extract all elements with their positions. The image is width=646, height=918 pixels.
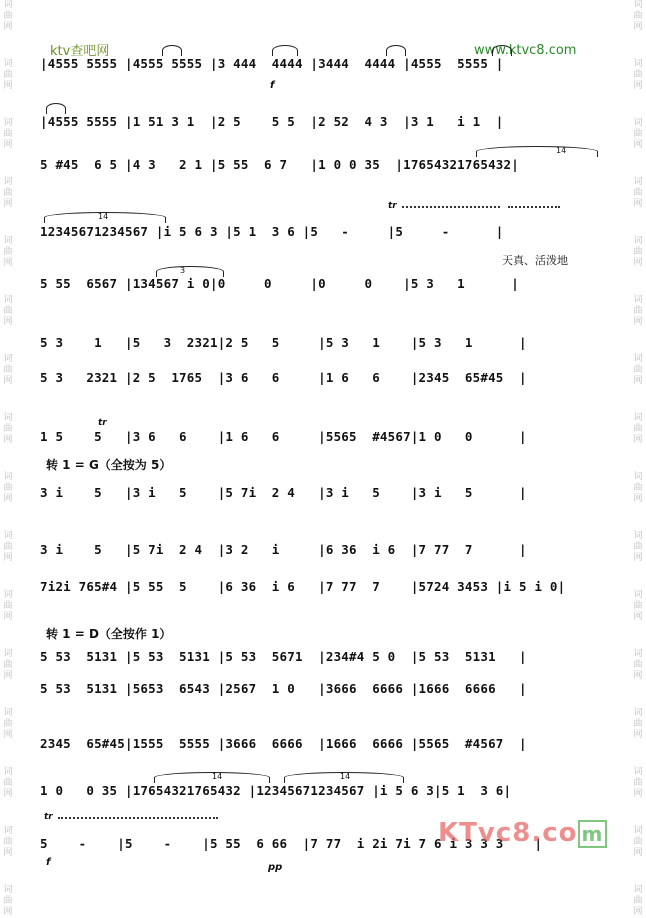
margin-glyph: 词 — [3, 649, 13, 659]
margin-glyph: 曲 — [3, 778, 13, 788]
margin-glyph: 词 — [3, 0, 13, 10]
margin-glyph: 词 — [3, 413, 13, 423]
notation-line: 3 i 5 |3 i 5 |5 7i 2 4 |3 i 5 |3 i 5 | — [40, 485, 527, 500]
margin-glyph: 词 — [633, 236, 643, 246]
left-margin-watermark — [1, 0, 15, 917]
notation-line: 7i2i 765#4 |5 55 5 |6 36 i 6 |7 77 7 |5724 3453 |i 5 i 0| — [40, 579, 566, 594]
margin-glyph: 词 — [633, 177, 643, 187]
trill-wave — [402, 206, 500, 211]
slur — [162, 45, 182, 56]
margin-glyph: 曲 — [633, 11, 643, 21]
margin-glyph: 曲 — [3, 306, 13, 316]
system-3 — [40, 151, 606, 191]
margin-glyph: 词 — [3, 531, 13, 541]
slur — [44, 212, 166, 223]
slur — [284, 772, 404, 783]
slur — [272, 45, 298, 56]
pianissimo-mark: pp — [268, 862, 283, 873]
notation-line: 5 3 2321 |2 5 1765 |3 6 6 |1 6 6 |2345 65#45 | — [40, 370, 527, 385]
margin-glyph: 曲 — [3, 70, 13, 80]
margin-glyph: 网 — [3, 730, 13, 740]
margin-glyph: 网 — [3, 435, 13, 445]
margin-glyph: 曲 — [633, 247, 643, 257]
margin-glyph: 网 — [3, 907, 13, 917]
margin-glyph: 词 — [3, 118, 13, 128]
system-10 — [40, 536, 606, 576]
margin-glyph: 曲 — [633, 129, 643, 139]
system-15 — [40, 777, 606, 817]
right-margin-watermark — [631, 0, 645, 917]
margin-glyph: 词 — [3, 177, 13, 187]
margin-glyph: 网 — [633, 789, 643, 799]
margin-glyph: 曲 — [633, 483, 643, 493]
notation-line: |4555 5555 |4555 5555 |3 444 4444 |3444 4444 |4555 5555 | — [40, 56, 504, 71]
system-14 — [40, 730, 606, 770]
margin-glyph: 曲 — [3, 542, 13, 552]
margin-glyph: 曲 — [633, 306, 643, 316]
margin-glyph: 网 — [633, 22, 643, 32]
system-7 — [40, 364, 606, 404]
system-9 — [40, 479, 606, 519]
notation-line: |4555 5555 |1 51 3 1 |2 5 5 5 |2 52 4 3 |3 1 i 1 | — [40, 114, 504, 129]
margin-glyph: 词 — [633, 826, 643, 836]
margin-glyph: 曲 — [633, 70, 643, 80]
slur — [476, 146, 598, 157]
forte-mark: f — [46, 857, 51, 868]
margin-glyph: 词 — [633, 885, 643, 895]
key-change-g: 转 1 = G（全按为 5） — [46, 458, 172, 472]
margin-glyph: 网 — [633, 907, 643, 917]
margin-glyph: 词 — [633, 0, 643, 10]
margin-glyph: 曲 — [633, 896, 643, 906]
margin-glyph: 曲 — [3, 365, 13, 375]
margin-glyph: 词 — [633, 413, 643, 423]
margin-glyph: 词 — [3, 767, 13, 777]
margin-glyph: 曲 — [633, 778, 643, 788]
margin-glyph: 网 — [3, 22, 13, 32]
margin-glyph: 曲 — [633, 837, 643, 847]
margin-glyph: 词 — [633, 118, 643, 128]
margin-glyph: 词 — [633, 295, 643, 305]
system-5 — [40, 270, 606, 310]
logo-text: KTvc8.co — [438, 818, 578, 848]
margin-glyph: 曲 — [3, 424, 13, 434]
slur — [46, 103, 66, 114]
margin-glyph: 曲 — [633, 601, 643, 611]
margin-glyph: 网 — [633, 258, 643, 268]
watermark-top-right: www.ktvc8.com — [474, 43, 577, 58]
notation-line: 5 53 5131 |5 53 5131 |5 53 5671 |234#4 5 0 |5 53 5131 | — [40, 649, 527, 664]
notation-line: 1 5 5 |3 6 6 |1 6 6 |5565 #4567|1 0 0 | — [40, 429, 527, 444]
trill-mark: tr — [388, 201, 397, 211]
watermark-top-left: ktv查吧网 — [50, 44, 110, 59]
margin-glyph: 词 — [633, 590, 643, 600]
notation-line: 5 #45 6 5 |4 3 2 1 |5 55 6 7 |1 0 0 35 |17654321765432| — [40, 157, 519, 172]
margin-glyph: 曲 — [3, 660, 13, 670]
margin-glyph: 网 — [3, 317, 13, 327]
margin-glyph: 网 — [3, 612, 13, 622]
margin-glyph: 词 — [633, 531, 643, 541]
notation-line: 5 - |5 - |5 55 6 66 |7 77 i 2i 7i 7 6 i 3 3 3 | — [40, 836, 543, 851]
margin-glyph: 网 — [633, 435, 643, 445]
notation-line: 5 3 1 |5 3 2321|2 5 5 |5 3 1 |5 3 1 | — [40, 335, 527, 350]
notation-line: 12345671234567 |i 5 6 3 |5 1 3 6 |5 - |5 - | — [40, 224, 504, 239]
margin-glyph: 曲 — [3, 837, 13, 847]
margin-glyph: 词 — [3, 708, 13, 718]
system-2 — [40, 108, 606, 148]
margin-glyph: 网 — [633, 199, 643, 209]
margin-glyph: 网 — [633, 317, 643, 327]
margin-glyph: 曲 — [633, 365, 643, 375]
margin-glyph: 曲 — [633, 424, 643, 434]
margin-glyph: 网 — [3, 789, 13, 799]
tuplet-number: 14 — [212, 772, 223, 781]
margin-glyph: 曲 — [3, 188, 13, 198]
system-1 — [40, 50, 606, 90]
tuplet-number: 14 — [98, 212, 109, 221]
margin-glyph: 曲 — [3, 896, 13, 906]
margin-glyph: 网 — [3, 258, 13, 268]
margin-glyph: 网 — [3, 671, 13, 681]
margin-glyph: 词 — [3, 59, 13, 69]
margin-glyph: 词 — [633, 767, 643, 777]
trill-mark: tr — [44, 812, 53, 822]
margin-glyph: 词 — [3, 354, 13, 364]
margin-glyph: 网 — [3, 494, 13, 504]
forte-mark: f — [270, 80, 275, 91]
system-6 — [40, 329, 606, 369]
notation-line: 2345 65#45|1555 5555 |3666 6666 |1666 6666 |5565 #4567 | — [40, 736, 527, 751]
key-change-d: 转 1 = D（全按作 1） — [46, 627, 172, 641]
margin-glyph: 词 — [3, 885, 13, 895]
slur — [156, 266, 224, 277]
slur — [492, 45, 512, 56]
margin-glyph: 网 — [3, 199, 13, 209]
margin-glyph: 曲 — [3, 247, 13, 257]
tuplet-number: 3 — [180, 266, 186, 275]
margin-glyph: 网 — [633, 671, 643, 681]
margin-glyph: 词 — [3, 472, 13, 482]
margin-glyph: 词 — [3, 236, 13, 246]
logo-box-icon: m — [578, 820, 608, 848]
watermark-logo — [438, 818, 607, 848]
margin-glyph: 网 — [633, 81, 643, 91]
margin-glyph: 曲 — [633, 719, 643, 729]
trill-wave — [508, 206, 560, 211]
margin-glyph: 曲 — [3, 601, 13, 611]
margin-glyph: 词 — [633, 649, 643, 659]
trill-mark: tr — [98, 418, 107, 428]
margin-glyph: 词 — [3, 295, 13, 305]
slur — [386, 45, 406, 56]
system-13 — [40, 675, 606, 715]
margin-glyph: 网 — [633, 848, 643, 858]
slur — [154, 772, 270, 783]
trill-wave — [58, 817, 218, 822]
margin-glyph: 曲 — [3, 483, 13, 493]
margin-glyph: 词 — [3, 826, 13, 836]
margin-glyph: 词 — [633, 59, 643, 69]
margin-glyph: 网 — [3, 376, 13, 386]
margin-glyph: 词 — [633, 354, 643, 364]
margin-glyph: 词 — [3, 590, 13, 600]
margin-glyph: 网 — [3, 81, 13, 91]
margin-glyph: 词 — [633, 472, 643, 482]
margin-glyph: 曲 — [633, 660, 643, 670]
margin-glyph: 网 — [633, 730, 643, 740]
margin-glyph: 网 — [3, 553, 13, 563]
margin-glyph: 网 — [633, 612, 643, 622]
notation-line: 1 0 0 35 |17654321765432 |12345671234567 |i 5 6 3|5 1 3 6| — [40, 783, 512, 798]
margin-glyph: 网 — [3, 140, 13, 150]
margin-glyph: 网 — [633, 376, 643, 386]
margin-glyph: 网 — [633, 553, 643, 563]
margin-glyph: 词 — [633, 708, 643, 718]
margin-glyph: 网 — [3, 848, 13, 858]
margin-glyph: 曲 — [3, 129, 13, 139]
expression-text: 天真、活泼地 — [502, 254, 568, 267]
notation-line: 3 i 5 |5 7i 2 4 |3 2 i |6 36 i 6 |7 77 7 | — [40, 542, 527, 557]
margin-glyph: 曲 — [3, 719, 13, 729]
margin-glyph: 曲 — [3, 11, 13, 21]
tuplet-number: 14 — [556, 146, 567, 155]
margin-glyph: 网 — [633, 494, 643, 504]
margin-glyph: 曲 — [633, 542, 643, 552]
margin-glyph: 曲 — [633, 188, 643, 198]
notation-line: 5 53 5131 |5653 6543 |2567 1 0 |3666 6666 |1666 6666 | — [40, 681, 527, 696]
system-11 — [40, 573, 606, 613]
notation-line: 5 55 6567 |134567 i 0|0 0 |0 0 |5 3 1 | — [40, 276, 519, 291]
margin-glyph: 网 — [633, 140, 643, 150]
tuplet-number: 14 — [340, 772, 351, 781]
